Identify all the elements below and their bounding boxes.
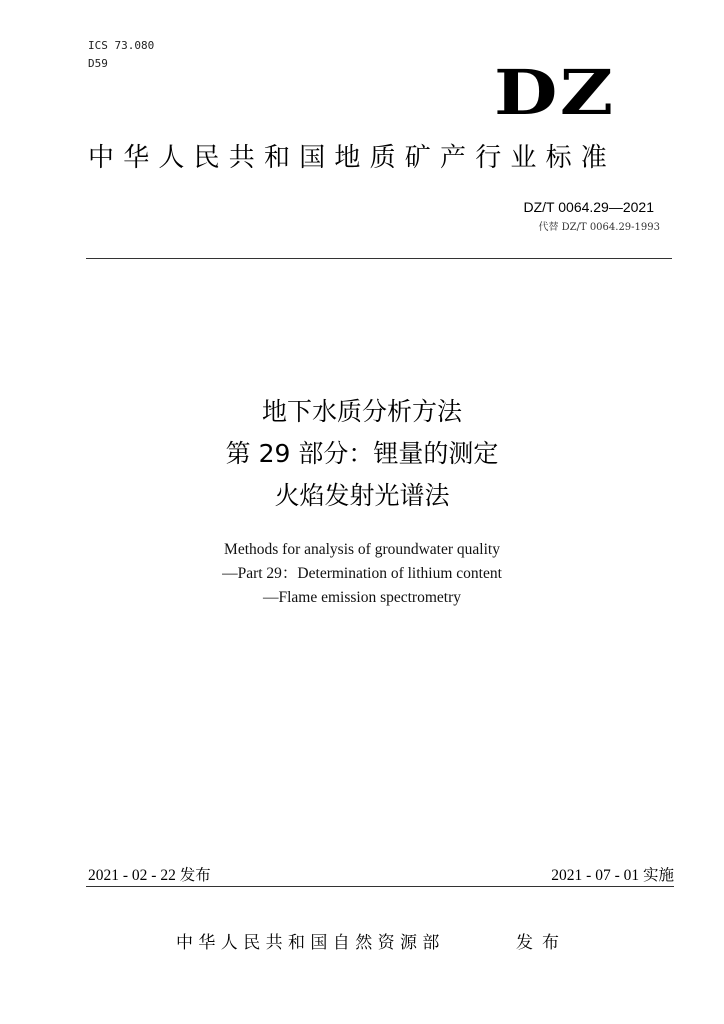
chinese-title-line-1: 地下水质分析方法 bbox=[261, 397, 462, 426]
footer-divider bbox=[86, 886, 674, 887]
publish-label: 发布 bbox=[516, 933, 568, 953]
dz-logo: DZ bbox=[494, 56, 616, 129]
english-title-line-2: —Part 29：Determination of lithium content bbox=[222, 565, 502, 582]
replaces-note: 代替 DZ/T 0064.29-1993 bbox=[538, 222, 660, 233]
issue-date: 2021 - 02 - 22 发布 bbox=[88, 867, 211, 884]
chinese-title-line-2: 第 29 部分：锂量的测定 bbox=[225, 439, 499, 468]
issuing-authority: 中华人民共和国自然资源部 bbox=[176, 933, 445, 953]
header-divider bbox=[86, 258, 672, 259]
standard-type-title: 中华人民共和国地质矿产行业标准 bbox=[88, 143, 617, 173]
ics-code: ICS 73.080 bbox=[88, 39, 155, 52]
ccs-code: D59 bbox=[88, 57, 108, 70]
chinese-title-line-3: 火焰发射光谱法 bbox=[274, 481, 450, 510]
english-title-line-1: Methods for analysis of groundwater quality bbox=[224, 541, 500, 558]
english-title-line-3: —Flame emission spectrometry bbox=[262, 589, 462, 606]
standard-number: DZ/T 0064.29—2021 bbox=[523, 199, 654, 215]
implementation-date: 2021 - 07 - 01 实施 bbox=[551, 867, 674, 884]
